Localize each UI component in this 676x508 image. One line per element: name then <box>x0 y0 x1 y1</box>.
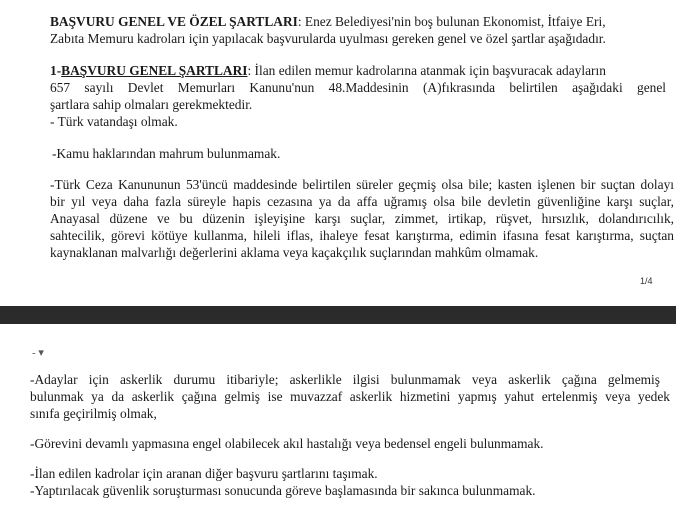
list-item-line: -Türk Ceza Kanununun 53'üncü maddesinde belirtilen süreler geçmiş olsa bile; kasten işlenen bir suçtan dolayı <box>50 177 674 192</box>
intro-line-2: Zabıta Memuru kadroları için yapılacak başvurularda uyulması gereken genel ve özel şartlar aşağıdadır. <box>50 31 606 46</box>
list-item-line: bir yıl veya daha fazla süreyle hapis cezasına ya da affa uğramış olsa bile devletin güvenliğine karşı suçlar, <box>50 194 674 209</box>
list-item-line: bulunmak ya da askerlik çağına gelmiş ise muvazzaf askerlik hizmetini yapmış yahut ertelenmiş veya yedek <box>30 389 670 404</box>
section1-heading-line <box>50 63 606 79</box>
list-item-line: sahtecilik, görevi kötüye kullanma, hileli iflas, ihaleye fesat karıştırma, edimin ifasına fesat karıştırma, suçtan <box>50 228 674 243</box>
section1-line-2: 657 sayılı Devlet Memurları Kanunu'nun 48.Maddesinin (A)fıkrasında belirtilen aşağıdaki genel <box>50 80 666 95</box>
intro-title: BAŞVURU GENEL VE ÖZEL ŞARTLARI <box>50 14 298 29</box>
list-item: -İlan edilen kadrolar için aranan diğer başvuru şartlarını taşımak. <box>30 466 378 481</box>
list-item: -Yaptırılacak güvenlik soruşturması sonucunda göreve başlamasında bir sakınca bulunmamak. <box>30 483 536 498</box>
list-item: -Görevini devamlı yapmasına engel olabilecek akıl hastalığı veya bedensel engeli bulunmamak. <box>30 436 544 451</box>
intro-text: : Enez Belediyesi'nin boş bulunan Ekonomist, İtfaiye Eri, <box>297 14 606 29</box>
document-page-2 <box>0 324 676 508</box>
list-item-line: sınıfa geçirilmiş olmak, <box>30 406 157 421</box>
scan-mark: - ▾ <box>32 347 44 359</box>
section1-number: 1- <box>50 63 62 78</box>
intro-line-1 <box>50 14 606 30</box>
section1-line1-rest: : İlan edilen memur kadrolarına atanmak için başvuracak adayların <box>247 63 606 78</box>
page-separator <box>0 306 676 324</box>
list-item-line: -Adaylar için askerlik durumu itibariyle; askerlikle ilgisi bulunmamak veya askerlik çağına gelmemiş <box>30 372 660 387</box>
list-item: -Kamu haklarından mahrum bulunmamak. <box>52 146 281 161</box>
list-item-line: Anayasal düzene ve bu düzenin işleyişine karşı suçlar, zimmet, irtikap, rüşvet, hırsızlık, dolandırıcılık, <box>50 211 674 226</box>
section1-line-3: şartlara sahip olmaları gerekmektedir. <box>50 97 253 112</box>
list-item-line: kaynaklanan malvarlığı değerlerini aklama veya kaçakçılık suçlarından mahkûm olmamak. <box>50 245 539 260</box>
list-item: - Türk vatandaşı olmak. <box>50 114 178 129</box>
page-number: 1/4 <box>640 276 653 286</box>
section1-heading: BAŞVURU GENEL ŞARTLARI <box>61 63 248 78</box>
